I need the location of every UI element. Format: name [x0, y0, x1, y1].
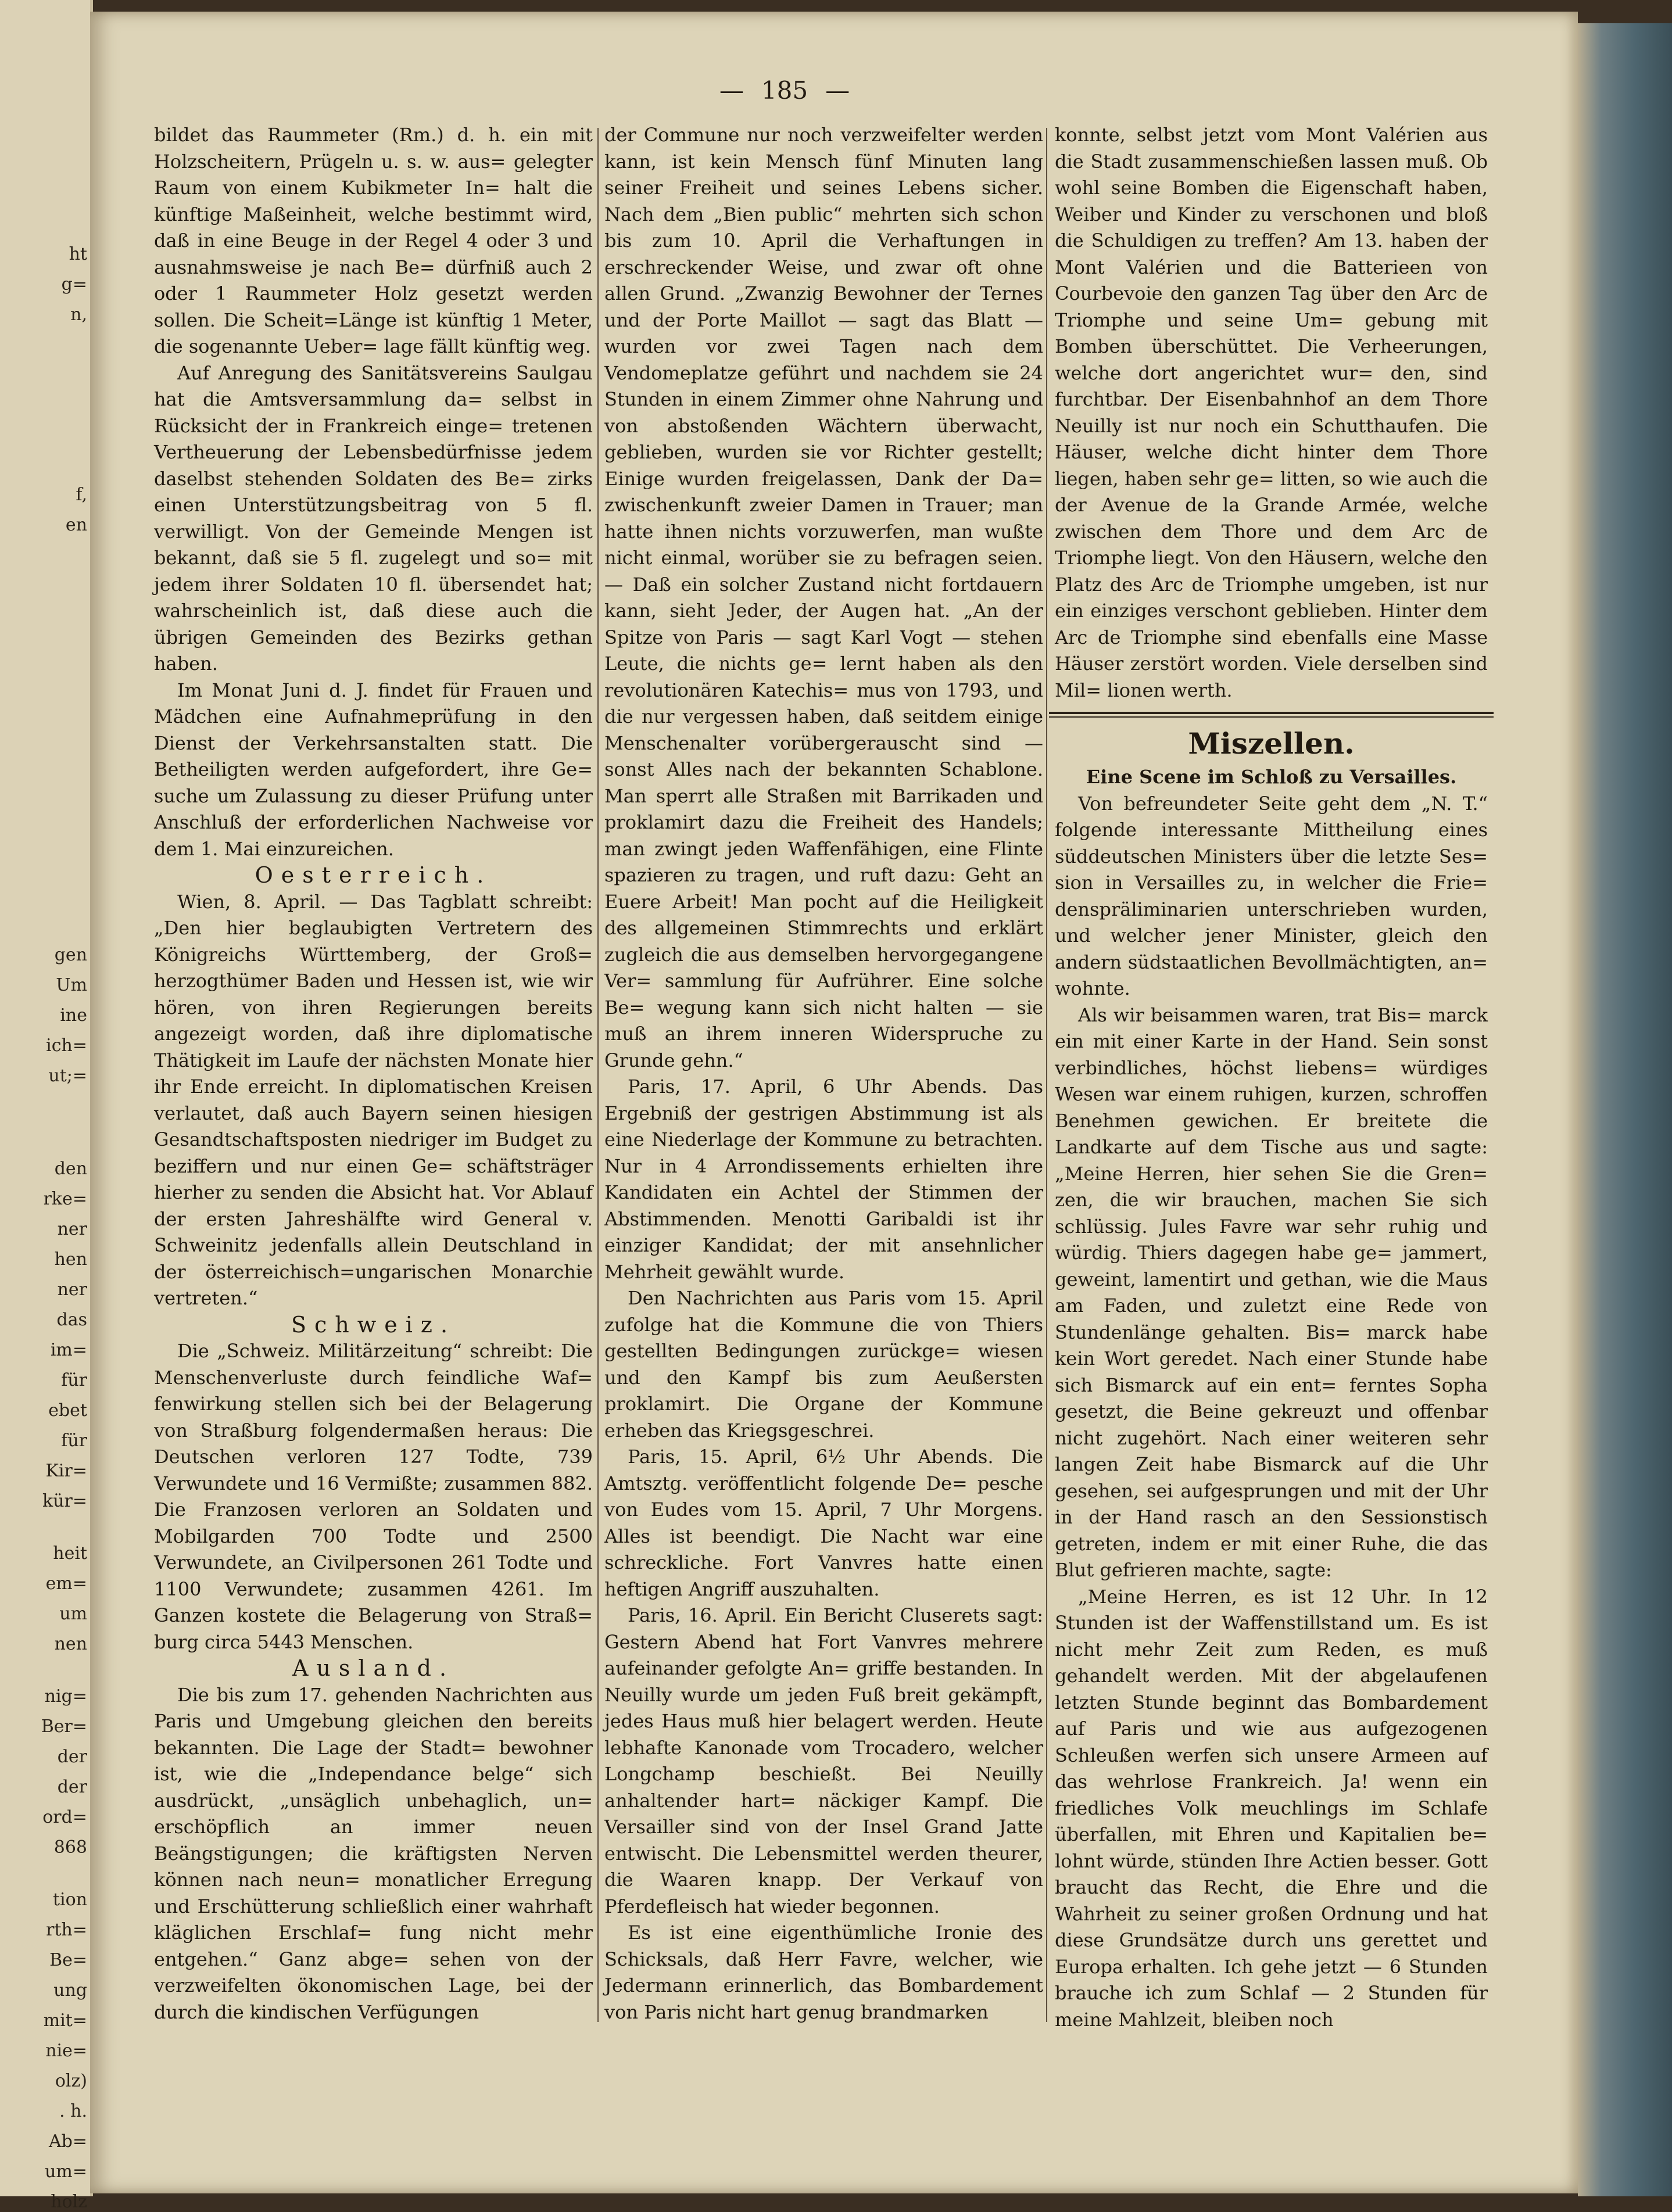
previous-page-fragment: em= — [45, 1573, 87, 1594]
paragraph: konnte, selbst jetzt vom Mont Valérien aus die Stadt zusammenschießen lassen muß. Ob wohl seine Bomben die Eigenschaft haben, Weiber und Kinder zu verschonen und bloß die Schuldigen zu treffen? Am 13. haben der Mont Valérien und die Batterieen von Courbevoie den ganzen Tag über den Arc de Triomphe und seine Um= gebung mit Bomben überschüttet. Die Verheerungen, welche dort angerichtet wur= den, sind furchtbar. Der Eisenbahnhof an dem Thore Neuilly ist nur noch ein Schutthaufen. Die Häuser, welche dicht hinter dem Thore liegen, haben sehr ge= litten, so wie auch die der Avenue de la Grande Armée, welche zwischen dem Thore und dem Arc de Triomphe liegt. Von den Häusern, welche den Platz des Arc de Triomphe umgeben, ist nur ein einziges verschont geblieben. Hinter dem Arc de Triomphe sind ebenfalls eine Masse Häuser zerstört worden. Viele derselben sind Mil= lionen werth. — [1055, 124, 1488, 701]
paragraph: Den Nachrichten aus Paris vom 15. April zufolge hat die Kommune die von Thiers gestellten Bedingungen zurückge= wiesen und den Kampf bis zum Aeußersten proklamirt. Die Organe der Kommune erheben das Kriegsgeschrei. — [604, 1287, 1043, 1442]
previous-page-fragment: Ab= — [48, 2131, 87, 2152]
paragraph: Die bis zum 17. gehenden Nachrichten aus Paris und Umgebung gleichen den bereits bekannten. Die Lage der Stadt= bewohner ist, wie die „Independance belge“ sich ausdrückt, „unsäglich unbehaglich, un= erschöpflich an immer neuen Beängstigungen; die kräftigsten Nerven können nach neun= monatlicher Erregung und Erschütterung schließlich einer wahrhaft kläglichen Erschlaf= fung nicht mehr entgehen.“ Ganz abge= sehen von der verzweifelten ökonomischen Lage, bei der durch die kindischen Verfügungen — [154, 1683, 593, 2023]
paragraph: Es ist eine eigenthümliche Ironie des Schicksals, daß Herr Favre, welcher, wie Jedermann erinnerlich, das Bombardement von Paris nicht hart genug brandmarken — [604, 1921, 1043, 2023]
previous-page-fragment: nen — [54, 1634, 87, 1654]
header-dash-right: — — [825, 76, 850, 105]
previous-page-fragment: tion — [52, 1890, 87, 1910]
previous-page-fragment: holz — [51, 2192, 87, 2212]
book-cover-edge — [1578, 23, 1672, 2196]
page-number: 185 — [761, 76, 808, 105]
column-3 — [1055, 122, 1488, 2031]
previous-page-fragment: . h. — [59, 2101, 87, 2121]
article-title: Eine Scene im Schloß zu Versailles. — [1086, 766, 1457, 788]
previous-page-fragment: nie= — [45, 2041, 87, 2061]
paragraph: Wien, 8. April. — Das Tagblatt schreibt: „Den hier beglaubigten Vertretern des Königreichs Württemberg, der Groß= herzogthümer Baden und Hessen ist, wie wir hören, von ihren Regierungen bereits angezeigt worden, daß ihre diplomatische Thätigkeit im Laufe der nächsten Monate hier ihr Ende erreicht. In diplomatischen Kreisen verlautet, daß auch Bayern seinen hiesigen Gesandtschaftsposten niedriger im Budget zu beziffern und nur einen Ge= schäftsträger hierher zu senden die Absicht hat. Vor Ablauf der ersten Jahreshälfte wird General v. Schweinitz jedenfalls allein Deutschland in der österreichisch=ungarischen Monarchie vertreten.“ — [154, 890, 593, 1309]
previous-page-fragment: das — [56, 1310, 87, 1330]
paragraph: Auf Anregung des Sanitätsvereins Saulgau hat die Amtsversammlung da= selbst in Rücksicht der in Frankreich einge= tretenen Vertheuerung der Lebensbedürfnisse jedem daselbst stehenden Soldaten des Be= zirks einen Unterstützungsbeitrag von 5 fl. verwilligt. Von der Gemeinde Mengen ist bekannt, daß sie 5 fl. zugelegt und so= mit jedem ihrer Soldaten 10 fl. übersendet hat; wahrscheinlich ist, daß diese auch die übrigen Gemeinden des Bezirks gethan haben. — [154, 361, 593, 675]
previous-page-fragment: für — [61, 1431, 87, 1451]
previous-page-fragment: den — [54, 1159, 87, 1179]
column-1 — [154, 122, 593, 2022]
previous-page-fragment: der — [57, 1747, 87, 1767]
paragraph: bildet das Raummeter (Rm.) d. h. ein mit Holzscheitern, Prügeln u. s. w. aus= gelegter Raum von einem Kubikmeter In= halt die künftige Maßeinheit, welche bestimmt wird, daß in eine Beuge in der Regel 4 oder 3 und ausnahmsweise je nach Be= dürfniß auch 2 oder 1 Raummeter Holz gesetzt werden sollen. Die Scheit=Länge ist künftig 1 Meter, die sogenannte Ueber= lage fällt künftig weg. — [154, 124, 593, 357]
previous-page-fragment: ner — [57, 1219, 87, 1239]
previous-page-fragment: Kir= — [45, 1461, 87, 1481]
section-rule — [1049, 712, 1494, 714]
section-heading-schweiz: Schweiz. — [291, 1311, 456, 1338]
paragraph: Die „Schweiz. Militärzeitung“ schreibt: Die Menschenverluste durch feindliche Waf= fenwirkung stellen sich bei der Belagerung von Straßburg folgendermaßen heraus: Die Deutschen verloren 127 Todte, 739 Verwundete und 16 Vermißte; zusammen 882. Die Franzosen verloren an Soldaten und Mobilgarden 700 Todte und 2500 Verwundete, an Civilpersonen 261 Todte und 1100 Verwundete; zusammen 4261. Im Ganzen kostete die Belagerung von Straß= burg circa 5443 Menschen. — [154, 1340, 593, 1653]
previous-page-fragment: ich= — [46, 1035, 87, 1056]
section-heading-miszellen: Miszellen. — [1188, 726, 1355, 761]
previous-page-fragment: n, — [70, 304, 87, 325]
previous-page-fragment: rke= — [43, 1189, 87, 1209]
previous-page-fragment: mit= — [43, 2010, 87, 2031]
previous-page-fragment: der — [57, 1777, 87, 1797]
previous-page-fragment: um= — [45, 2161, 87, 2182]
previous-page-fragment: heit — [53, 1543, 87, 1564]
previous-page-fragment: kür= — [42, 1491, 87, 1511]
previous-page-fragment: um — [59, 1604, 87, 1624]
paragraph: Paris, 17. April, 6 Uhr Abends. Das Ergebniß der gestrigen Abstimmung ist als eine Niederlage der Kommune zu betrachten. Nur in 4 Arrondissements erhielten ihre Kandidaten ein Achtel der Stimmen der Abstimmenden. Menotti Garibaldi ist ihr einziger Kandidat; der mit ansehnlicher Mehrheit gewählt wurde. — [604, 1075, 1043, 1283]
previous-page-fragment: rth= — [46, 1920, 87, 1940]
previous-page-fragment: g= — [61, 274, 87, 295]
previous-page-fragment: ht — [69, 244, 87, 264]
previous-page-fragment: nig= — [44, 1686, 87, 1706]
previous-page-fragment: ebet — [48, 1400, 87, 1421]
previous-page-fragment: f, — [76, 485, 87, 505]
column-rule-2 — [1046, 128, 1047, 2022]
previous-page-fragment: ner — [57, 1279, 87, 1300]
column-rule-1 — [597, 128, 599, 2022]
previous-page-fragment: für — [61, 1370, 87, 1390]
paragraph: der Commune nur noch verzweifelter werden kann, ist kein Mensch fünf Minuten lang seiner Freiheit und seines Lebens sicher. Nach dem „Bien public“ mehrten sich schon bis zum 10. April die Verhaftungen in erschreckender Weise, und zwar oft ohne allen Grund. „Zwanzig Bewohner der Ternes und der Porte Maillot — sagt das Blatt — wurden vor zwei Tagen nach dem Vendomeplatze geführt und nachdem sie 24 Stunden in einem Zimmer ohne Nahrung und von abstoßenden Wächtern überwacht, geblieben, wurden sie vor Richter gestellt; Einige wurden freigelassen, Dank der Da= zwischenkunft zweier Damen in Trauer; man hatte ihnen nichts vorzuwerfen, man wußte nicht einmal, worüber sie zu befragen seien. — Daß ein solcher Zustand nicht fortdauern kann, sieht Jeder, der Augen hat. „An der Spitze von Paris — sagt Karl Vogt — stehen Leute, die nichts ge= lernt haben als den revolutionären Katechis= mus von 1793, und die nur vergessen haben, daß seitdem einige Menschenalter vorübergerauscht sind — sonst Alles nach der bekannten Schablone. Man sperrt alle Straßen mit Barrikaden und proklamirt dazu die Freiheit des Handels; man zwingt jeden Waffenfähigen, eine Flinte spazieren zu tragen, und ruft dazu: Geht an Euere Arbeit! Man pocht auf die Heiligkeit des allgemeinen Stimmrechts und erklärt zugleich die aus demselben hervorgegangene Ver= sammlung für Aufrührer. Eine solche Be= wegung kann sich nicht halten — sie muß an ihrem inneren Widerspruche zu Grunde gehn.“ — [604, 124, 1043, 1071]
previous-page-fragment: gen — [54, 945, 87, 965]
previous-page-fragment: ung — [53, 1980, 87, 2001]
paragraph: Im Monat Juni d. J. findet für Frauen und Mädchen eine Aufnahmeprüfung in den Dienst der Verkehrsanstalten statt. Die Betheiligten werden aufgefordert, ihre Ge= suche um Zulassung zu dieser Prüfung unter Anschluß der erforderlichen Nachweise vor dem 1. Mai einzureichen. — [154, 679, 593, 860]
previous-page-fragment: olz) — [55, 2071, 87, 2091]
previous-page-fragment: ut;= — [48, 1066, 87, 1086]
previous-page-fragment: im= — [50, 1340, 87, 1360]
previous-page-fragment: hen — [54, 1249, 87, 1270]
previous-page-fragment: Be= — [49, 1950, 87, 1970]
previous-page-fragment: 868 — [53, 1837, 87, 1858]
previous-page-fragment: ine — [60, 1005, 87, 1026]
paragraph: Als wir beisammen waren, trat Bis= marck ein mit einer Karte in der Hand. Sein sonst verbindliches, höchst liebens= würdiges Wesen war einem ruhigen, kurzen, schroffen Benehmen gewichen. Er breitete die Landkarte auf dem Tische aus und sagte: „Meine Herren, hier sehen Sie die Gren= zen, die wir brauchen, machen Sie sich schlüssig. Jules Favre war sehr ruhig und würdig. Thiers dagegen habe ge= jammert, geweint, lamentirt und gethan, wie die Maus am Faden, und zuletzt eine Rede von Stundenlänge gehalten. Bis= marck habe kein Wort geredet. Nach einer Stunde habe sich Bismarck auf ein ent= ferntes Sopha gesetzt, die Beine gekreuzt und offenbar nicht zugehört. Nach einer weiteren sehr langen Zeit habe Bismarck auf die Uhr gesehen, sei aufgesprungen und mit der Uhr in der Hand rasch an den Sessionstisch getreten, indem er mit einer Ruhe, die das Blut gefrieren machte, sagte: — [1055, 1003, 1488, 1581]
previous-page-edge — [0, 0, 90, 2212]
section-heading-ausland: Ausland. — [292, 1655, 455, 1681]
paragraph: Von befreundeter Seite geht dem „N. T.“ folgende interessante Mittheilung eines süddeutschen Ministers über die letzte Ses= sion in Versailles zu, in welcher die Frie= denspräliminarien unterschrieben wurden, und welcher jener Minister, gleich den andern südstaatlichen Bevollmächtigten, an= wohnte. — [1055, 792, 1488, 999]
paragraph: Paris, 15. April, 6½ Uhr Abends. Die Amtsztg. veröffentlicht folgende De= pesche von Eudes vom 15. April, 7 Uhr Morgens. Alles ist beendigt. Die Nacht war eine schreckliche. Fort Vanvres hatte einen heftigen Angriff auszuhalten. — [604, 1446, 1043, 1600]
section-rule-thin — [1049, 716, 1494, 718]
paragraph: Paris, 16. April. Ein Bericht Cluserets sagt: Gestern Abend hat Fort Vanvres mehrere aufeinander gefolgte An= griffe bestanden. In Neuilly wurde um jeden Fuß breit gekämpft, jedes Haus muß hier belagert werden. Heute lebhafte Kanonade vom Trocadero, welcher Longchamp beschießt. Bei Neuilly anhaltender hart= näckiger Kampf. Die Versailler sind von der Insel Grand Jatte entwischt. Die Lebensmittel werden theurer, die Waaren knapp. Der Verkauf von Pferdefleisch hat wieder begonnen. — [604, 1604, 1043, 1917]
page-header — [639, 70, 930, 110]
section-heading-oesterreich: Oesterreich. — [255, 862, 492, 888]
previous-page-fragment: Um — [56, 975, 87, 995]
previous-page-fragment: en — [65, 515, 87, 535]
header-dash-left: — — [719, 76, 744, 105]
previous-page-fragment: ord= — [42, 1807, 87, 1827]
column-2 — [604, 122, 1043, 2022]
paragraph: „Meine Herren, es ist 12 Uhr. In 12 Stunden ist der Waffenstillstand um. Es ist nicht mehr Zeit zum Reden, es muß gehandelt werden. Mit der abgelaufenen letzten Stunde beginnt das Bombardement auf Paris und wie aus aufgezogenen Schleußen werfen sich unsere Armeen auf das wehrlose Frankreich. Ja! wenn ein friedliches Volk meuchlings im Schlafe überfallen, mit Ehren und Kapitalien be= lohnt würde, stünden Ihre Actien besser. Gott braucht das Recht, die Ehre und die Wahrheit zu seiner großen Ordnung und hat diese Grundsätze durch uns gerettet und Europa erhalten. Ich gehe jetzt — 6 Stunden brauche ich zum Schlaf — 2 Stunden für meine Mahlzeit, bleiben noch — [1055, 1585, 1488, 2031]
previous-page-fragment: Ber= — [41, 1716, 87, 1737]
